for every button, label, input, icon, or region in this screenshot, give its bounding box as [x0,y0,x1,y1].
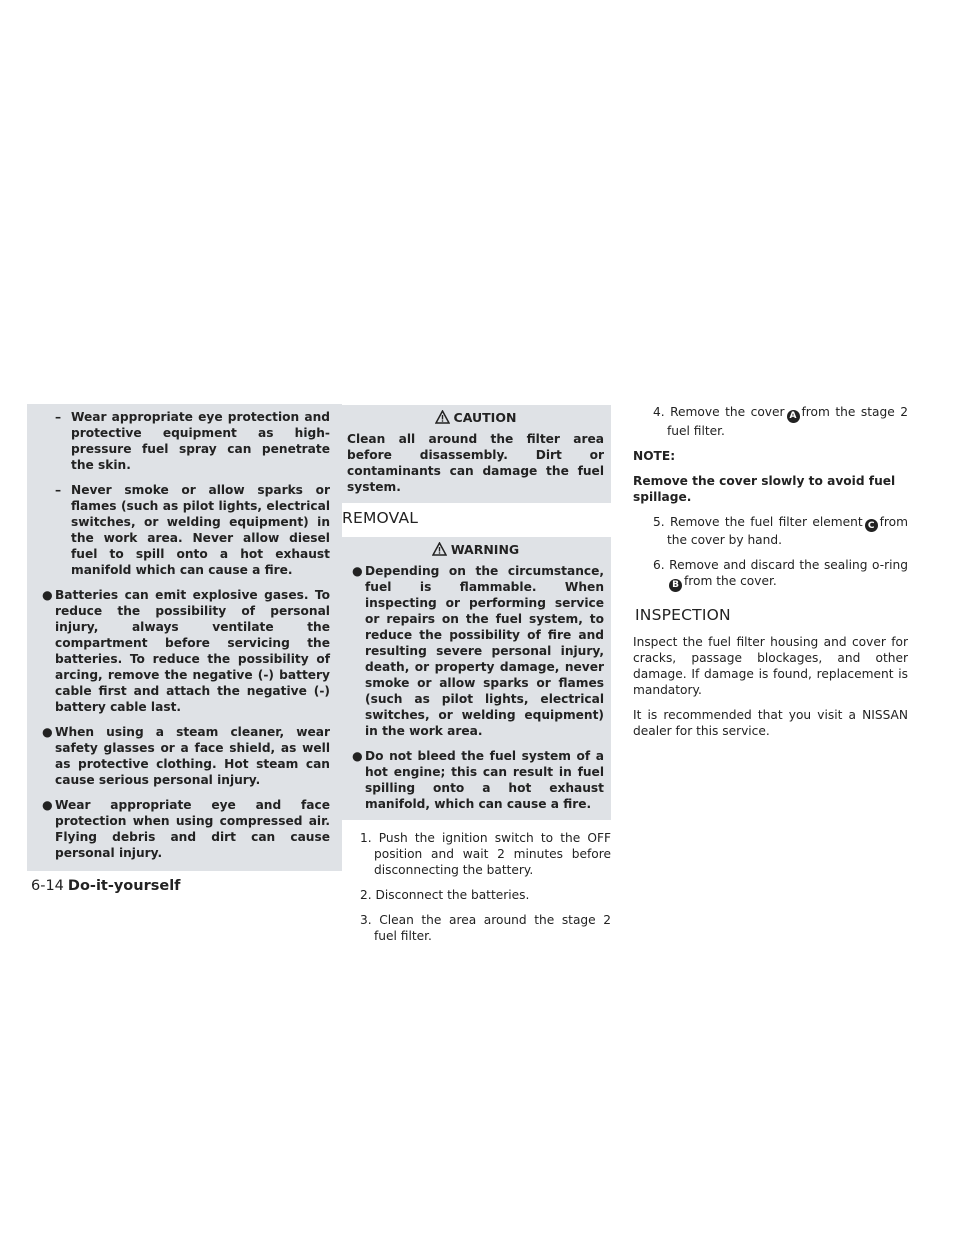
warning-triangle-icon [432,542,447,556]
removal-step: 1. Push the ignition switch to the OFF position and wait 2 minutes before disconnecting the battery. [360,831,611,877]
warning-body [340,561,611,820]
warning-bullet: ● Wear appropriate eye and face protection when using compressed air. Flying debris and dirt can cause personal injury. [42,798,330,860]
note-text: Remove the cover slowly to avoid fuel spillage. [633,473,896,504]
removal-step: 3. Clean the area around the stage 2 fuel filter. [360,913,611,943]
callout-a-icon: A [787,410,800,423]
warning-sub-item: – Wear appropriate eye protection and protective equipment as high-pressure fuel spray can penetrate the skin. [55,410,330,472]
callout-c-icon: C [865,519,878,532]
inspection-paragraph: Inspect the fuel filter housing and cover for cracks, passage blockages, and other damage. If damage is found, replacement is mandatory. [633,634,908,697]
caution-text: Clean all around the filter area before disassembly. Dirt or contaminants can damage the fuel system. [347,432,604,494]
warning-continuation-box [27,404,342,871]
warning-bullet: ● Do not bleed the fuel system of a hot engine; this can result in fuel spilling onto a hot exhaust manifold, which can cause a fire. [352,749,604,811]
caution-triangle-icon [435,410,450,424]
removal-step: 4. Remove the cover A from the stage 2 fuel filter. [653,405,908,438]
section-heading-removal: REMOVAL [342,509,419,527]
warning-header: WARNING [340,537,611,561]
caution-header: CAUTION [340,405,611,429]
warning-box [340,537,611,820]
page-number: 6-14 [31,878,64,894]
warning-sub-item: – Never smoke or allow sparks or flames (such as pilot lights, electrical switches, or welding equipment) in the work area. Never allow diesel fuel to spill onto a hot exhaust manifold which can cause a fire. [55,483,330,577]
caution-box [340,405,611,503]
removal-step: 5. Remove the fuel filter element C from the cover by hand. [653,514,908,547]
warning-bullet: ● Depending on the circumstance, fuel is flammable. When inspecting or performing service or repairs on the fuel system, to reduce the possibility of fire and resulting severe personal injury, death, or property damage, never smoke or allow sparks or flames (such as pilot lights, electrical switches, or welding equipment) in the work area. [352,564,604,738]
removal-step: 2. Disconnect the batteries. [360,888,530,902]
inspection-paragraph: It is recommended that you visit a NISSAN dealer for this service. [633,707,908,738]
note-label: NOTE: [633,448,676,463]
column-middle [340,405,611,953]
page-footer [31,878,181,894]
warning-bullet: ● Batteries can emit explosive gases. To reduce the possibility of personal injury, always ventilate the compartment before servicing the batteries. To reduce the possibility of arcing, remove the negative (-) battery cable first and attach the negative (-) battery cable last. [42,588,330,714]
warning-bullet: ● When using a steam cleaner, wear safety glasses or a face shield, as well as protective clothing. Hot steam can cause serious personal injury. [42,725,330,787]
section-heading-inspection: INSPECTION [635,605,731,624]
section-name: Do-it-yourself [67,878,181,894]
callout-b-icon: B [669,579,682,592]
column-right [633,404,908,748]
removal-step: 6. Remove and discard the sealing o-ringB from the cover. [653,558,908,590]
